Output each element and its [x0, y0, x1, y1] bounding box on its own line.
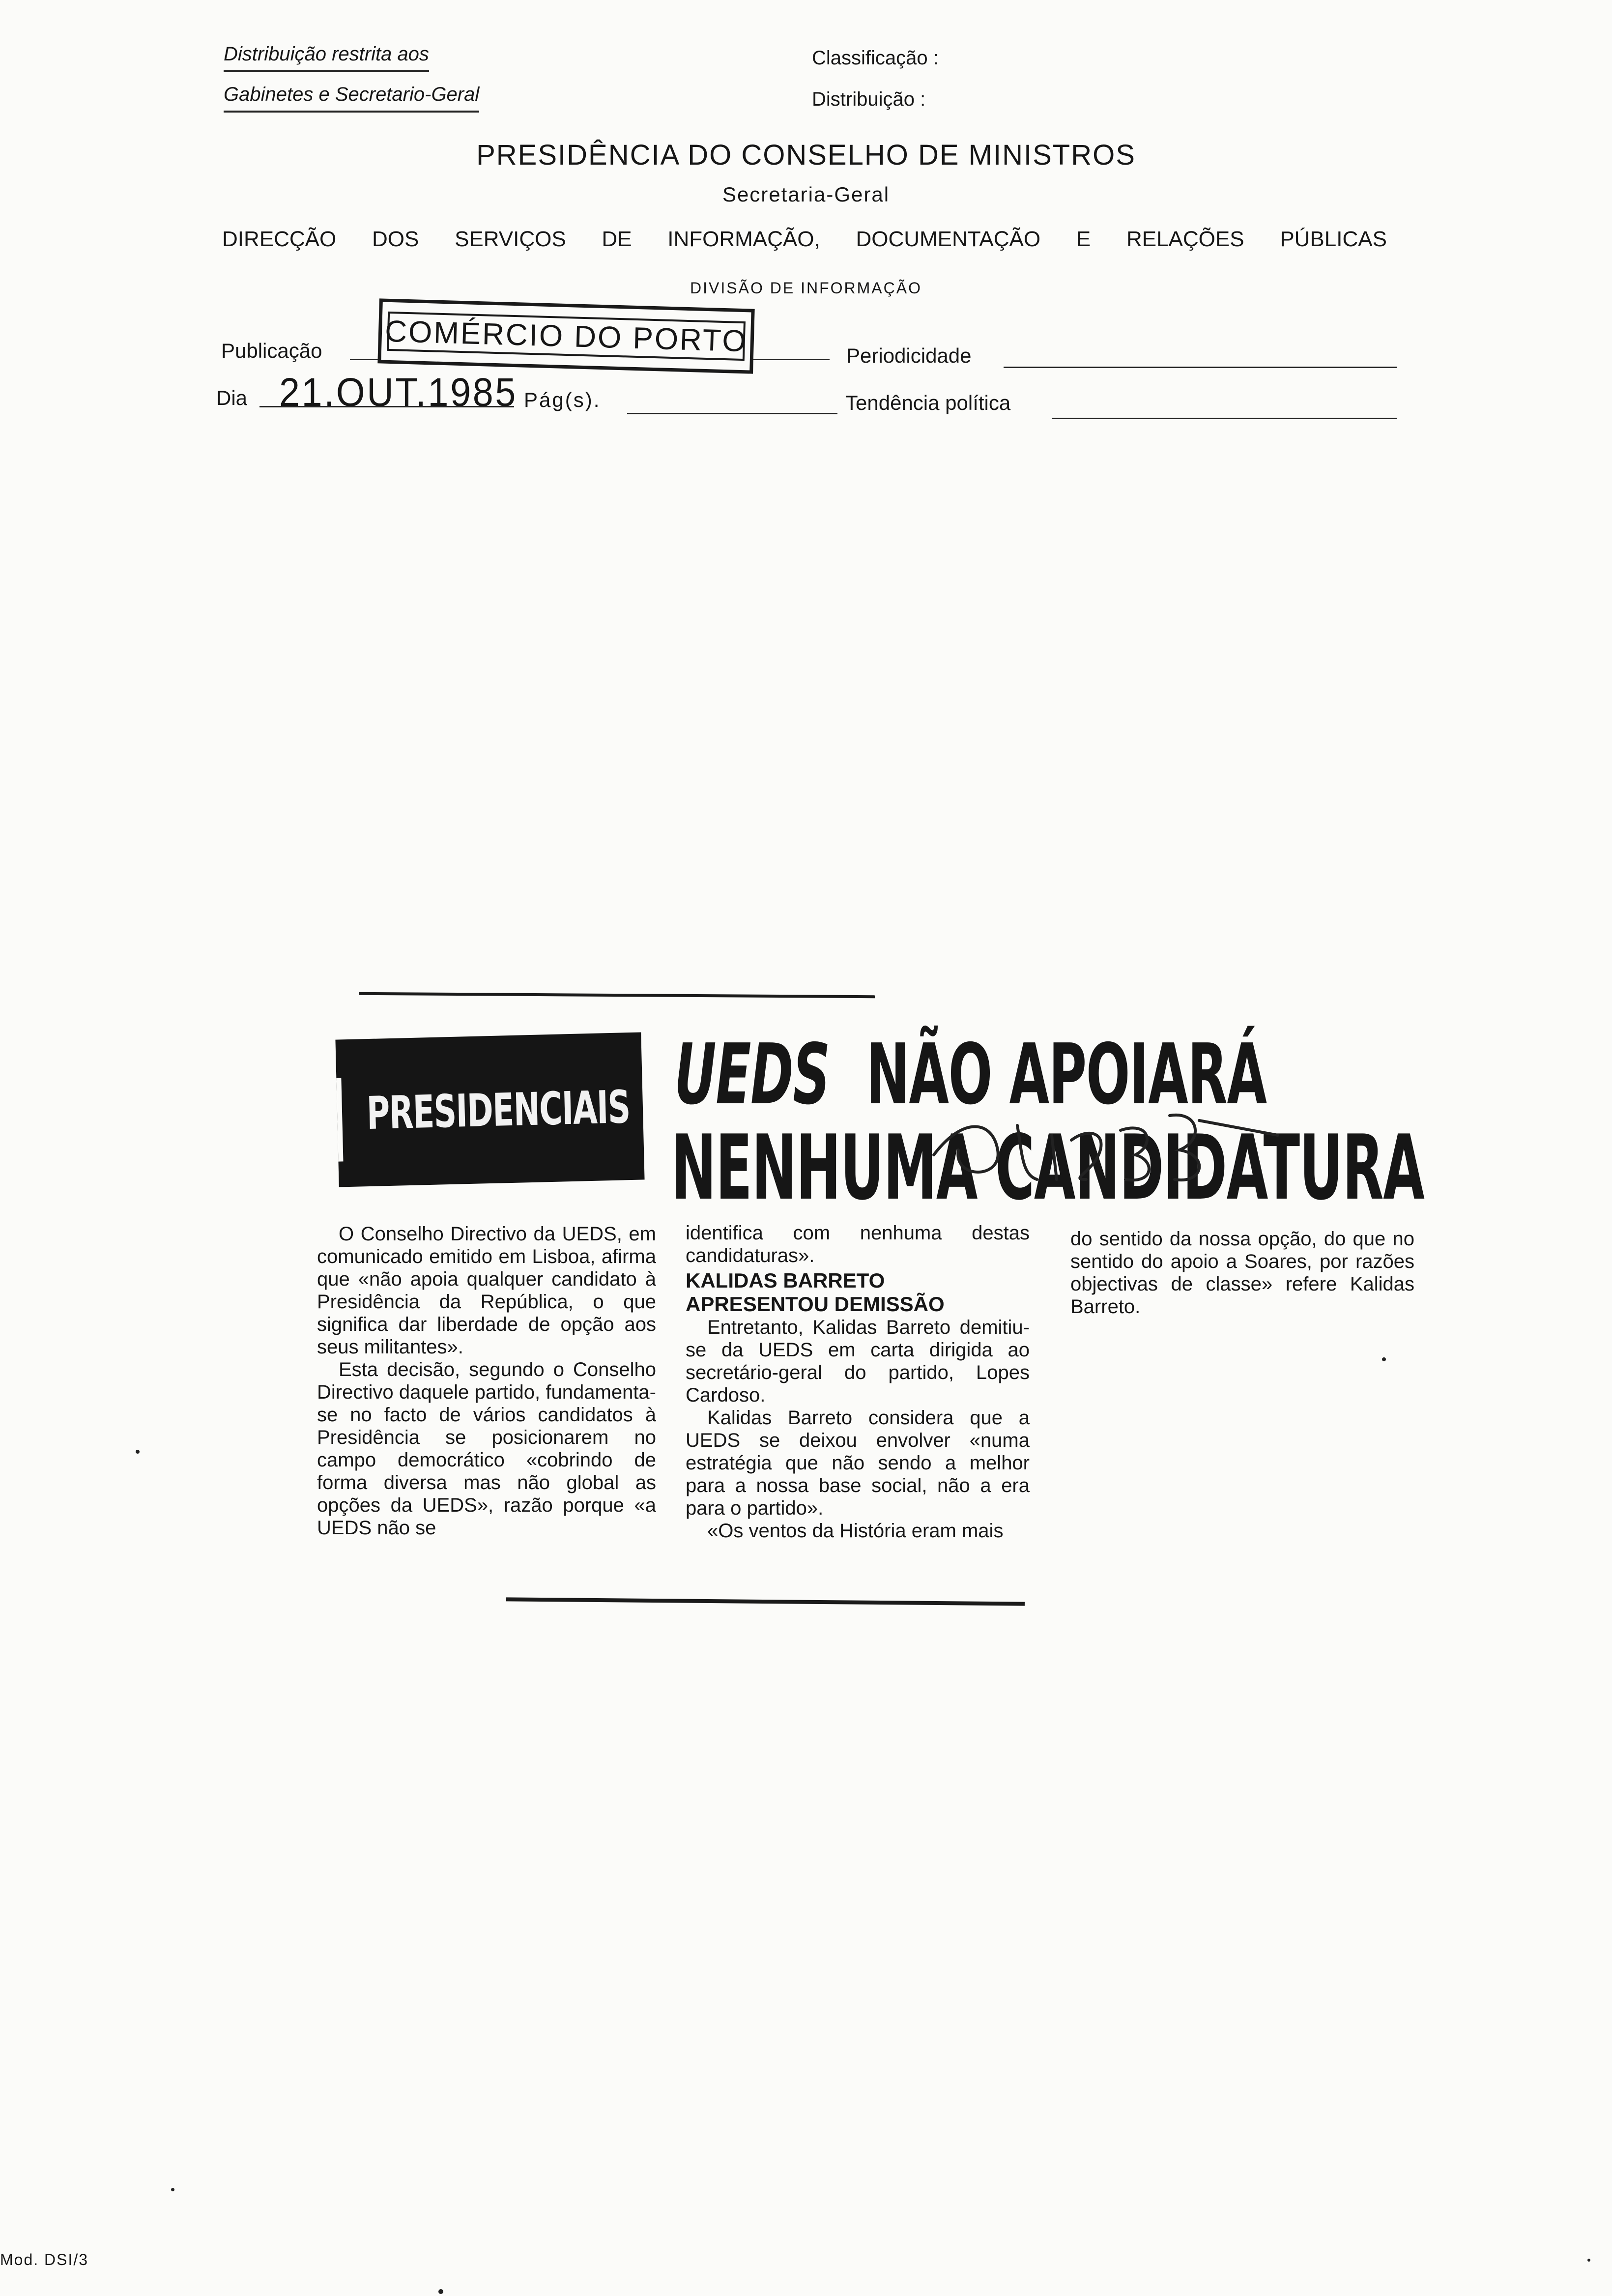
- handwritten-scribble-overlay: [924, 1057, 1297, 1204]
- article-paragraph: identifica com nenhuma destas candidaturas».: [686, 1222, 1030, 1266]
- section-banner-label: PRESIDENCIAIS: [366, 1081, 631, 1140]
- date-label: Dia: [216, 386, 248, 409]
- article-paragraph: Entretanto, Kalidas Barreto demitiu-se da UEDS em carta dirigida ao secretário-geral do partido, Lopes Cardoso.: [686, 1317, 1030, 1406]
- directorate-word: E: [1076, 227, 1091, 251]
- article-paragraph: do sentido da nossa opção, do que no sentido do apoio a Soares, por razões objectivas de classe» refere Kalidas Barreto.: [1070, 1228, 1414, 1318]
- distribution-label: Distribuição :: [812, 88, 926, 110]
- scan-speck: [1587, 2259, 1590, 2262]
- directorate-word: DOS: [372, 227, 419, 251]
- form-code: Mod. DSI/3: [0, 2251, 89, 2268]
- directorate-word: DIRECÇÃO: [222, 227, 337, 251]
- scan-speck: [1382, 1357, 1386, 1361]
- section-banner: [335, 1032, 644, 1187]
- clipping-bottom-rule: [506, 1597, 1025, 1606]
- publication-label: Publicação: [221, 339, 322, 362]
- article-paragraph: Kalidas Barreto considera que a UEDS se deixou envolver «numa estratégia que não sendo a melhor para a nossa base social, não a era para o partido».: [686, 1407, 1030, 1519]
- article-paragraph: O Conselho Directivo da UEDS, em comunicado emitido em Lisboa, afirma que «não apoia qualquer candidato à Presidência da República, o que significa dar liberdade de opção aos seus militantes».: [317, 1223, 656, 1358]
- division-title: DIVISÃO DE INFORMAÇÃO: [690, 279, 922, 297]
- directorate-word: DOCUMENTAÇÃO: [856, 227, 1041, 251]
- classification-label: Classificação :: [812, 47, 939, 69]
- institution-title: PRESIDÊNCIA DO CONSELHO DE MINISTROS: [476, 139, 1136, 171]
- political-tendency-field-line: [1052, 418, 1397, 419]
- directorate-word: PÚBLICAS: [1280, 227, 1387, 251]
- periodicity-field-line: [1004, 367, 1397, 368]
- directorate-word: DE: [602, 227, 632, 251]
- article-paragraph: «Os ventos da História eram mais: [707, 1520, 1004, 1542]
- directorate-line: [222, 227, 1387, 252]
- scan-speck: [171, 2188, 174, 2191]
- publication-stamp-text: COMÉRCIO DO PORTO: [387, 312, 746, 361]
- clipping-top-rule: [359, 992, 875, 998]
- headline-prefix: UEDS: [674, 1026, 830, 1123]
- pages-field-line: [627, 413, 837, 414]
- article-subheading: KALIDAS BARRETO APRESENTOU DEMISSÃO: [686, 1269, 945, 1316]
- directorate-word: SERVIÇOS: [455, 227, 566, 251]
- distribution-restriction-line1: Distribuição restrita aos: [224, 43, 429, 72]
- secretariat-subtitle: Secretaria-Geral: [722, 183, 890, 206]
- political-tendency-label: Tendência política: [845, 391, 1011, 414]
- article-paragraph: Esta decisão, segundo o Conselho Directivo daquele partido, fundamenta-se no facto de vários candidatos à Presidência se posicionarem no campo democrático «cobrindo de forma diversa mas não global as opções da UEDS», razão porque «a UEDS não se: [317, 1359, 656, 1539]
- headline-line1-text: NÃO APOIARÁ: [866, 1026, 1267, 1123]
- directorate-word: RELAÇÕES: [1126, 227, 1244, 251]
- scan-speck: [438, 2289, 443, 2294]
- date-stamp-value: 21.OUT.1985: [279, 370, 518, 415]
- article-column-3: [1070, 1228, 1414, 1318]
- periodicity-label: Periodicidade: [846, 344, 972, 367]
- directorate-word: INFORMAÇÃO,: [667, 227, 820, 251]
- publication-stamp: [377, 298, 754, 373]
- distribution-restriction-line2: Gabinetes e Secretario-Geral: [224, 84, 479, 113]
- headline-line2: NENHUMA CANDIDATURA: [671, 1116, 1424, 1220]
- pages-label: Pág(s).: [524, 388, 601, 411]
- article-column-2: [686, 1222, 1030, 1542]
- article-column-1: [317, 1223, 656, 1539]
- scan-speck: [136, 1450, 140, 1454]
